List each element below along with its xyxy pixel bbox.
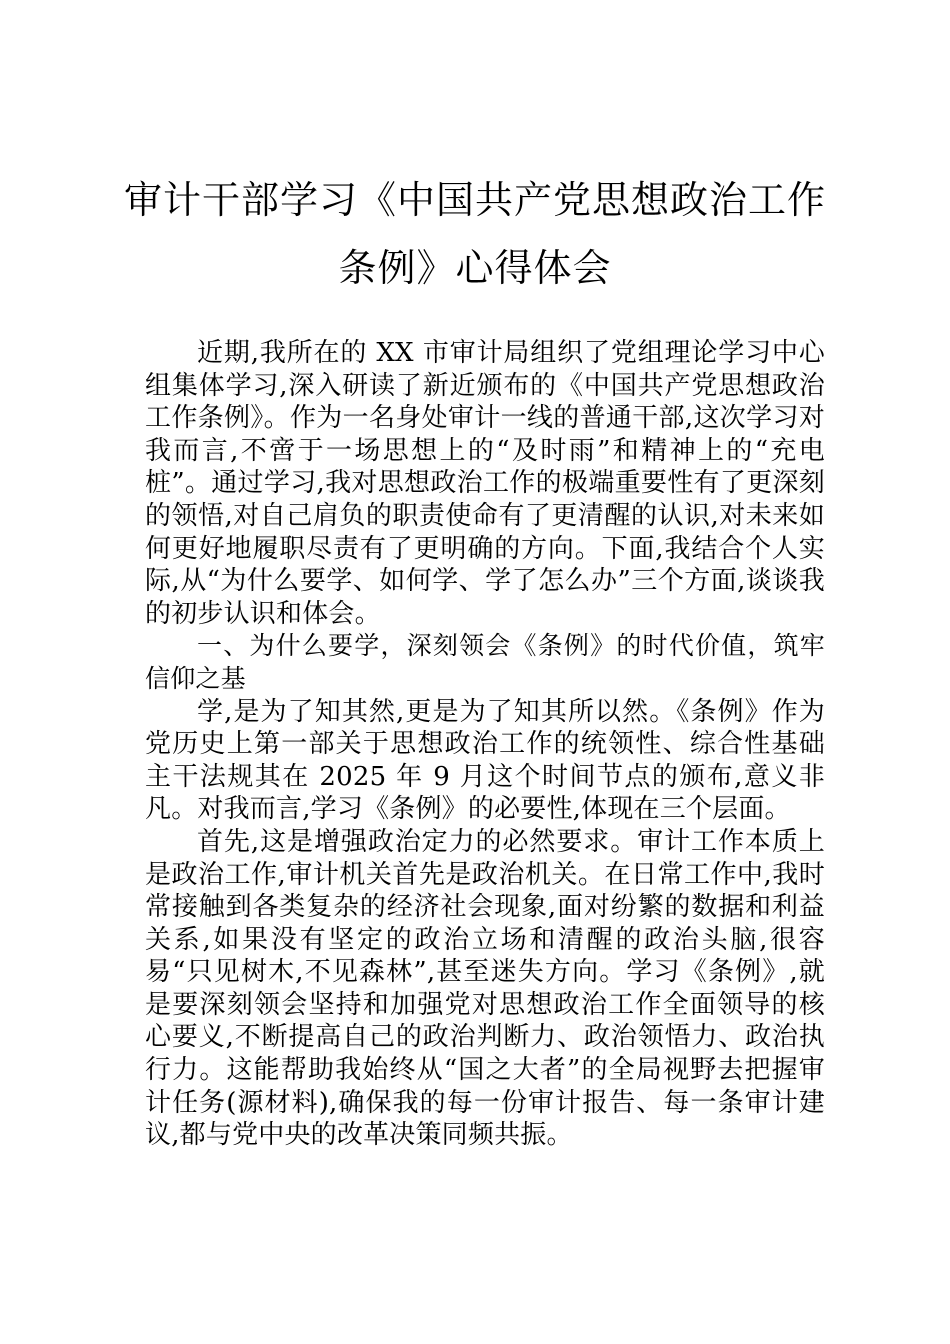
section1-paragraph-1: 学,是为了知其然,更是为了知其所以然。《条例》作为党历史上第一部关于思想政治工作的统领性、综合性基础主干法规其在 2025 年 9 月这个时间节点的颁布,意义非凡。对我而言,学习《条例》的必要性,体现在三个层面。 — [145, 696, 825, 825]
document-body — [145, 337, 825, 1152]
intro-paragraph: 近期,我所在的 XX 市审计局组织了党组理论学习中心组集体学习,深入研读了新近颁布的《中国共产党思想政治工作条例》。作为一名身处审计一线的普通干部,这次学习对我而言,不啻于一场思想上的“及时雨”和精神上的“充电桩”。通过学习,我对思想政治工作的极端重要性有了更深刻的领悟,对自己肩负的职责使命有了更清醒的认识,对未来如何更好地履职尽责有了更明确的方向。下面,我结合个人实际,从“为什么要学、如何学、学了怎么办”三个方面,谈谈我的初步认识和体会。 — [145, 338, 825, 629]
section1-paragraph-2: 首先,这是增强政治定力的必然要求。审计工作本质上是政治工作,审计机关首先是政治机关。在日常工作中,我时常接触到各类复杂的经济社会现象,面对纷繁的数据和利益关系,如果没有坚定的政治立场和清醒的政治头脑,很容易“只见树木,不见森林”,甚至迷失方向。学习《条例》,就是要深刻领会坚持和加强党对思想政治工作全面领导的核心要义,不断提高自己的政治判断力、政治领悟力、政治执行力。这能帮助我始终从“国之大者”的全局视野去把握审计任务(源材料),确保我的每一份审计报告、每一条审计建议,都与党中央的改革决策同频共振。 — [145, 826, 825, 1151]
document-title-line1: 审计干部学习《中国共产党思想政治工作 — [123, 178, 826, 222]
section1-heading: 一、为什么要学，深刻领会《条例》的时代价值，筑牢信仰之基 — [145, 631, 825, 693]
document-title-line2: 条例》心得体会 — [338, 246, 612, 290]
